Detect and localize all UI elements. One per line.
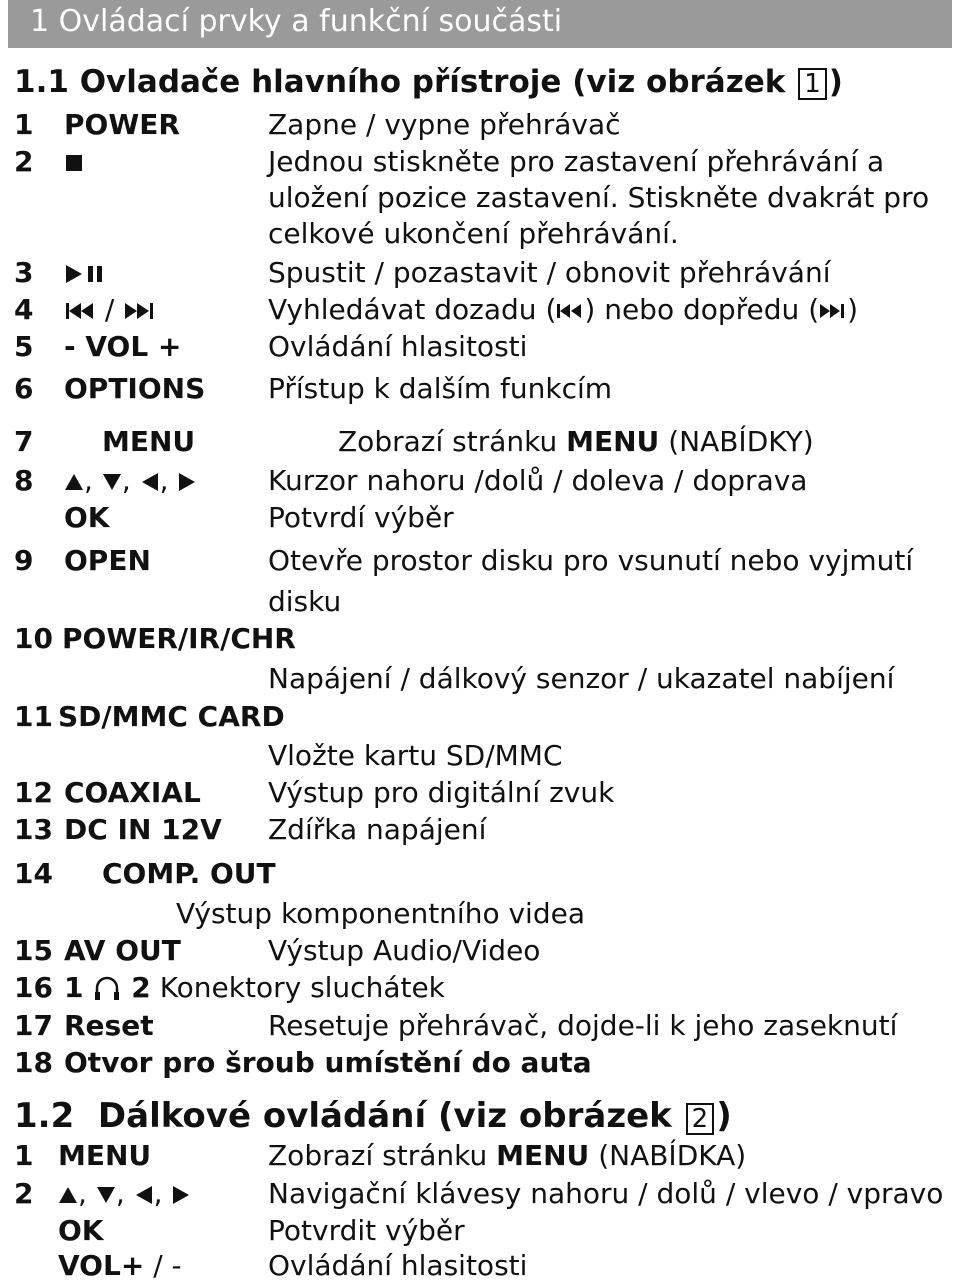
next-icon xyxy=(819,302,847,320)
section-header-title: 1 Ovládací prvky a funkční součásti xyxy=(30,4,563,39)
section-1-heading-close: ) xyxy=(828,64,843,100)
vol-plus-label: VOL+ xyxy=(58,1249,145,1282)
arrow-down-icon xyxy=(96,1185,116,1205)
item-number: 18 xyxy=(14,1046,53,1079)
key-separator: , xyxy=(159,464,169,497)
item-number: 13 xyxy=(14,813,53,846)
item-desc: Výstup pro digitální zvuk xyxy=(268,776,615,809)
headphone-2-label: 2 xyxy=(131,971,151,1004)
item-key-vol: - VOL + xyxy=(64,330,182,363)
item-desc xyxy=(268,1139,746,1173)
play-pause-icon xyxy=(64,256,110,290)
item-key-power: POWER xyxy=(64,108,180,141)
stop-icon xyxy=(64,145,84,179)
item-desc: celkové ukončení přehrávání. xyxy=(268,217,679,250)
item-desc: Navigační klávesy nahoru / dolů / vlevo / vpravo xyxy=(268,1177,944,1210)
arrow-down-icon xyxy=(102,472,122,492)
item-desc: Zapne / vypne přehrávač xyxy=(268,108,621,141)
item-desc: Spustit / pozastavit / obnovit přehrávání xyxy=(268,256,831,289)
arrow-up-icon xyxy=(58,1185,78,1205)
item-number: 2 xyxy=(14,145,34,178)
item-key-sd-card: SD/MMC CARD xyxy=(58,700,285,733)
section-1-heading xyxy=(14,63,843,101)
item-desc: Kurzor nahoru /dolů / doleva / doprava xyxy=(268,464,808,497)
item-desc: Přístup k dalším funkcím xyxy=(268,372,613,405)
arrow-keys xyxy=(64,464,197,498)
key-separator: , xyxy=(115,1177,125,1210)
item-desc xyxy=(338,425,814,459)
item-key-dc-in: DC IN 12V xyxy=(64,813,222,846)
item-number: 6 xyxy=(14,372,34,405)
item-key-av-out: AV OUT xyxy=(64,934,181,967)
item-key-coaxial: COAXIAL xyxy=(64,776,201,809)
vol-minus-label: / - xyxy=(144,1249,182,1282)
key-separator: , xyxy=(78,1177,87,1210)
desc-part: ) nebo dopředu ( xyxy=(584,293,820,326)
section-2-heading-text: 1.2 Dálkové ovládání (viz obrázek xyxy=(14,1096,672,1136)
figure-ref-2: 2 xyxy=(686,1103,715,1135)
item-desc: Potvrdit výběr xyxy=(268,1214,465,1247)
item-number: 4 xyxy=(14,293,34,326)
remote-arrow-keys xyxy=(58,1177,191,1211)
remote-key-vol xyxy=(58,1249,182,1283)
section-1-heading-text: 1.1 Ovladače hlavního přístroje (viz obrázek xyxy=(14,64,786,100)
item-number: 11 xyxy=(14,700,53,733)
item-number: 16 xyxy=(14,971,53,1004)
item-key-ok: OK xyxy=(64,501,110,534)
item-desc: Napájení / dálkový senzor / ukazatel nabíjení xyxy=(268,662,895,695)
item-number: 2 xyxy=(14,1177,34,1210)
item-key-reset: Reset xyxy=(64,1009,154,1042)
skip-keys xyxy=(64,293,155,327)
previous-icon xyxy=(64,301,96,321)
item-number: 14 xyxy=(14,857,53,890)
arrow-left-icon xyxy=(134,1185,154,1205)
arrow-right-icon xyxy=(171,1185,191,1205)
desc-part: Zobrazí stránku xyxy=(268,1139,488,1172)
item-number: 3 xyxy=(14,256,34,289)
section-header-bar xyxy=(8,0,952,48)
item-key-car-mount: Otvor pro šroub umístění do auta xyxy=(64,1046,592,1079)
item-desc: Otevře prostor disku pro vsunutí nebo vyjmutí xyxy=(268,544,914,577)
item-number: 15 xyxy=(14,934,53,967)
desc-bold: MENU xyxy=(566,425,660,458)
item-key-options: OPTIONS xyxy=(64,372,206,405)
arrow-left-icon xyxy=(140,472,160,492)
remote-key-menu: MENU xyxy=(58,1139,152,1172)
section-2-heading-close: ) xyxy=(716,1096,732,1136)
item-desc: Konektory sluchátek xyxy=(159,971,445,1004)
headphone-keys xyxy=(64,971,445,1005)
item-key-menu: MENU xyxy=(102,425,196,458)
item-desc: Resetuje přehrávač, dojde-li k jeho zaseknutí xyxy=(268,1009,898,1042)
item-desc xyxy=(268,293,858,327)
item-desc: disku xyxy=(268,585,342,618)
desc-part: Vyhledávat dozadu ( xyxy=(268,293,557,326)
desc-part: ) xyxy=(847,293,859,326)
item-number: 9 xyxy=(14,544,34,577)
item-number: 10 xyxy=(14,622,53,655)
figure-ref-1: 1 xyxy=(798,68,827,100)
item-number: 8 xyxy=(14,464,34,497)
key-separator: , xyxy=(153,1177,163,1210)
key-separator: / xyxy=(104,293,115,326)
next-icon xyxy=(123,301,155,321)
item-number: 1 xyxy=(14,1139,34,1172)
arrow-right-icon xyxy=(177,472,197,492)
previous-icon xyxy=(556,302,584,320)
desc-bold: MENU xyxy=(496,1139,590,1172)
key-separator: , xyxy=(84,464,93,497)
item-desc: Ovládání hlasitosti xyxy=(268,330,528,363)
item-desc: Zdířka napájení xyxy=(268,813,487,846)
desc-part: (NABÍDKY) xyxy=(668,425,814,458)
item-key-comp-out: COMP. OUT xyxy=(102,857,276,890)
item-desc: uložení pozice zastavení. Stiskněte dvakrát pro xyxy=(268,181,930,214)
item-number: 7 xyxy=(14,425,34,458)
item-desc: Vložte kartu SD/MMC xyxy=(268,739,563,772)
item-number: 17 xyxy=(14,1009,53,1042)
section-2-heading xyxy=(14,1095,732,1137)
item-desc: Výstup komponentního videa xyxy=(176,897,585,930)
headphone-1-label: 1 xyxy=(64,971,84,1004)
item-number: 12 xyxy=(14,776,53,809)
item-number: 5 xyxy=(14,330,34,363)
item-desc: Jednou stiskněte pro zastavení přehrávání a xyxy=(268,145,885,178)
item-number: 1 xyxy=(14,108,34,141)
item-desc: Výstup Audio/Video xyxy=(268,934,541,967)
arrow-up-icon xyxy=(64,472,84,492)
item-desc: Potvrdí výběr xyxy=(268,501,454,534)
desc-part: Zobrazí stránku xyxy=(338,425,558,458)
item-key-power-ir-chr: POWER/IR/CHR xyxy=(62,622,296,655)
remote-key-ok: OK xyxy=(58,1214,104,1247)
headphones-icon xyxy=(92,976,122,1002)
desc-part: (NABÍDKA) xyxy=(598,1139,747,1172)
item-desc: Ovládání hlasitosti xyxy=(268,1249,528,1282)
item-key-open: OPEN xyxy=(64,544,151,577)
key-separator: , xyxy=(121,464,131,497)
